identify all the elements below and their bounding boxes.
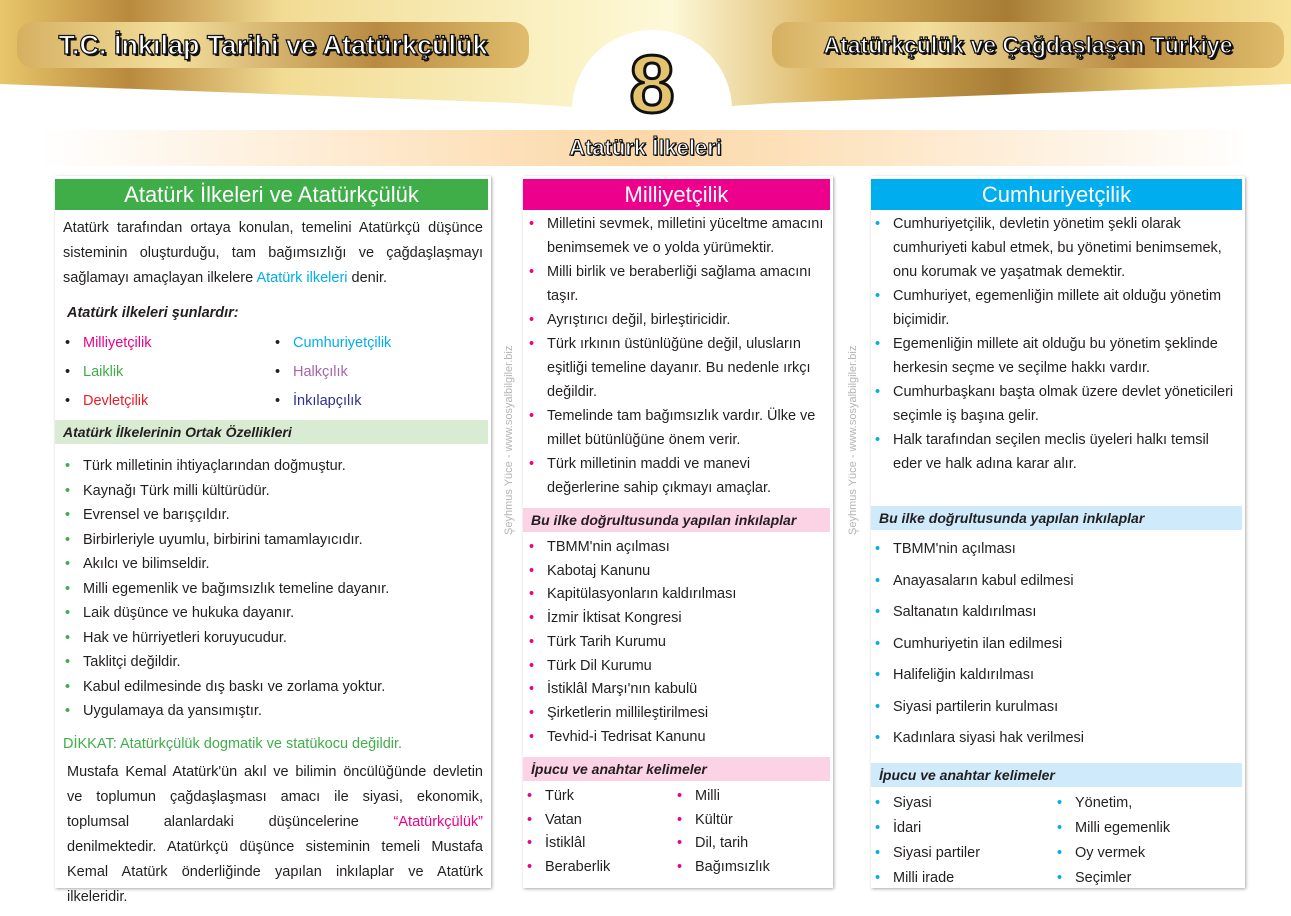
list-item: • İstiklâl Marşı'nın kabulü [527,678,825,702]
list-item: • Bağımsızlık [675,856,825,880]
list-item: • Kadınlara siyasi hak verilmesi [873,723,1237,755]
reforms-list [873,534,1237,755]
panel-title: Cumhuriyetçilik [871,179,1242,210]
closing-text: Mustafa Kemal Atatürk'ün akıl ve bilimin öncülüğünde devletin ve toplumun çağdaşlaşması amacı ile siyasi, ekonomik, toplumsal alanlardaki düşüncelerine “Atatürkçülük” denilmektedir. Atatürkçü düşünce sisteminin temeli Mustafa Kemal Atatürk önderliğinde yapılan inkılaplar ve Atatürk ilkeleridir. [67,763,483,905]
list-item: • Ayrıştırıcı değil, birleştiricidir. [527,308,825,332]
principles-list [63,329,483,416]
list-item: • Milli irade [873,866,1055,891]
list-item: • TBMM'nin açılması [527,536,825,560]
list-item: • İstiklâl [525,832,675,856]
list-item: • Egemenliğin millete ait olduğu bu yönetim şeklinde herkesin seçme ve seçilme hakkı vardır. [873,332,1235,380]
topic-title: Atatürk İlkeleri [40,130,1251,166]
section-heading: Bu ilke doğrultusunda yapılan inkılaplar [871,506,1242,530]
list-item: • Laiklik [63,358,273,387]
list-item: • İzmir İktisat Kongresi [527,607,825,631]
list-item: • Milli [675,785,825,809]
section-heading: İpucu ve anahtar kelimeler [523,757,830,781]
list-item: • Yönetim, [1055,791,1237,816]
list-item: • İdari [873,816,1055,841]
list-item: • Kültür [675,809,825,833]
list-item: • Taklitçi değildir. [63,650,483,675]
list-item: • Siyasi partiler [873,841,1055,866]
grade-number: 8 [629,39,675,130]
list-item: • Türk Dil Kurumu [527,655,825,679]
list-item: • Siyasi [873,791,1055,816]
list-item: • Halkçılık [273,358,483,387]
list-item: • Kabul edilmesinde dış baskı ve zorlama yoktur. [63,675,483,700]
panel-title: Milliyetçilik [523,179,830,210]
list-item: • Kabotaj Kanunu [527,560,825,584]
watermark: Şeyhmus Yüce - www.sosyalbilgiler.biz [503,345,515,535]
list-item: • Tevhid-i Tedrisat Kanunu [527,726,825,750]
list-item: • Seçimler [1055,866,1237,891]
points-list [873,212,1235,476]
list-item: • Milli egemenlik [1055,816,1237,841]
section-heading: Bu ilke doğrultusunda yapılan inkılaplar [523,508,830,532]
list-item: • Kaynağı Türk milli kültürüdür. [63,479,483,504]
list-item: • Türk ırkının üstünlüğüne değil, ulusların eşitliği temeline dayanır. Bu nedenle ırkçı değildir. [527,332,825,404]
section-heading: İpucu ve anahtar kelimeler [871,763,1242,787]
list-item: • Şirketlerin millileştirilmesi [527,702,825,726]
list-item: • Türk milletinin maddi ve manevi değerlerine sahip çıkmayı amaçlar. [527,452,825,500]
panel-title: Atatürk İlkeleri ve Atatürkçülük [55,179,488,210]
points-list [527,212,825,500]
list-item: • Evrensel ve barışçıldır. [63,503,483,528]
list-item: • Milliyetçilik [63,329,273,358]
list-item: • Milli egemenlik ve bağımsızlık temeline dayanır. [63,577,483,602]
watermark: Şeyhmus Yüce - www.sosyalbilgiler.biz [847,345,859,535]
list-item: • Devletçilik [63,387,273,416]
list-item: • Vatan [525,809,675,833]
list-item: • Temelinde tam bağımsızlık vardır. Ülke ve millet bütünlüğüne önem verir. [527,404,825,452]
list-item: • Birbirleriyle uyumlu, birbirini tamamlayıcıdır. [63,528,483,553]
list-item: • Cumhuriyetçilik [273,329,483,358]
list-item: • Cumhuriyetçilik, devletin yönetim şekli olarak cumhuriyeti kabul etmek, bu yönetimi benimsemek, onu korumak ve yaşatmak demektir. [873,212,1235,284]
list-item: • Laik düşünce ve hukuka dayanır. [63,601,483,626]
course-title: T.C. İnkılap Tarihi ve Atatürkçülük [17,22,529,68]
list-item: • TBMM'nin açılması [873,534,1237,566]
list-item: • Halk tarafından seçilen meclis üyeleri halkı temsil eder ve halk adına karar alır. [873,428,1235,476]
keywords-list [873,791,1237,891]
panel-ataturk-principles [55,176,491,905]
intro-text: Atatürk tarafından ortaya konulan, temelini Atatürkçü düşünce sisteminin oluşturduğu, tam bağımsızlığı ve çağdaşlaşmayı sağlamayı amaçlayan ilkelere Atatürk ilkeleri denir. [63,220,483,286]
list-item: • Cumhuriyet, egemenliğin millete ait olduğu yönetim biçimidir. [873,284,1235,332]
list-item: • Anayasaların kabul edilmesi [873,566,1237,598]
list-item: • Siyasi partilerin kurulması [873,692,1237,724]
common-features-list [63,454,483,724]
section-heading: Atatürk İlkelerinin Ortak Özellikleri [55,420,488,444]
list-item: • İnkılapçılık [273,387,483,416]
list-item: • Oy vermek [1055,841,1237,866]
list-item: • Cumhuriyetin ilan edilmesi [873,629,1237,661]
list-item: • Hak ve hürriyetleri koruyucudur. [63,626,483,651]
keywords-list [525,785,825,879]
list-item: • Türk [525,785,675,809]
list-item: • Akılcı ve bilimseldir. [63,552,483,577]
warning-note: DİKKAT: Atatürkçülük dogmatik ve statükocu değildir. [63,735,403,752]
panel-cumhuriyetcilik [871,176,1245,888]
list-item: • Uygulamaya da yansımıştır. [63,699,483,724]
panel-milliyetcilik [523,176,833,888]
list-item: • Halifeliğin kaldırılması [873,660,1237,692]
list-item: • Saltanatın kaldırılması [873,597,1237,629]
unit-title: Atatürkçülük ve Çağdaşlaşan Türkiye [772,22,1284,68]
list-item: • Cumhurbaşkanı başta olmak üzere devlet yöneticileri seçimle iş başına gelir. [873,380,1235,428]
list-heading: Atatürk ilkeleri şunlardır: [67,305,239,321]
list-item: • Türk Tarih Kurumu [527,631,825,655]
list-item: • Dil, tarih [675,832,825,856]
list-item: • Beraberlik [525,856,675,880]
list-item: • Milletini sevmek, milletini yüceltme amacını benimsemek ve o yolda yürümektir. [527,212,825,260]
reforms-list [527,536,825,749]
list-item: • Türk milletinin ihtiyaçlarından doğmuştur. [63,454,483,479]
list-item: • Milli birlik ve beraberliği sağlama amacını taşır. [527,260,825,308]
list-item: • Kapitülasyonların kaldırılması [527,583,825,607]
